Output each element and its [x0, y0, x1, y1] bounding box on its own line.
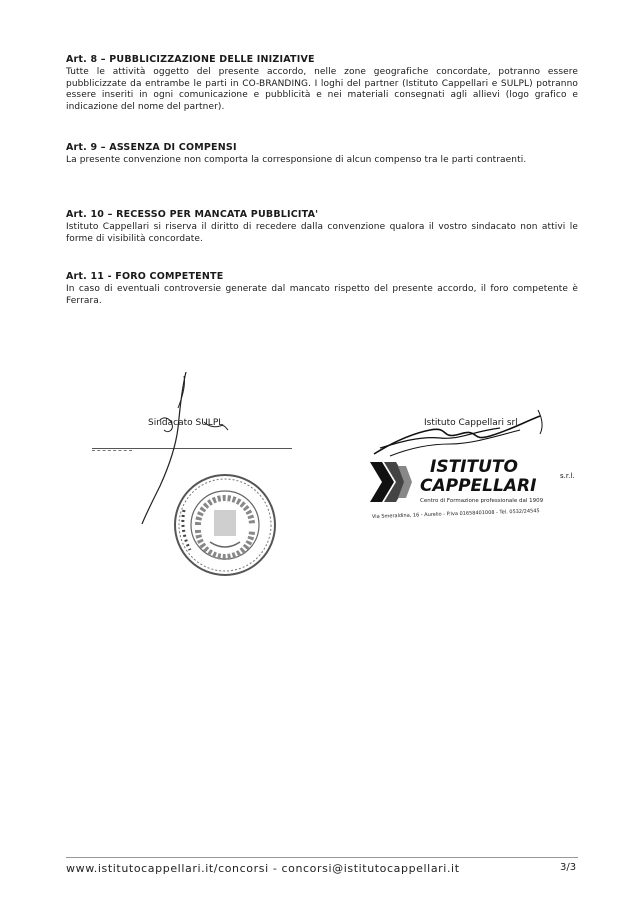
logo-suffix: s.r.l. — [560, 472, 575, 480]
stamp-seal — [170, 470, 280, 580]
logo-graphic — [368, 452, 598, 532]
article-title: Art. 10 – RECESSO PER MANCATA PUBBLICITA' — [66, 209, 319, 220]
article-title: Art. 9 – ASSENZA DI COMPENSI — [66, 142, 237, 153]
article-body: Tutte le attività oggetto del presente accordo, nelle zone geografiche concordate, potranno essere pubblicizzate da entrambe le parti in CO-BRANDING. I loghi del partner (Istituto Cappellari e SULPL) potranno essere inseriti in ogni comunicazione e pubblicità e nei materiali consegnati agli allievi (logo grafico e indicazione del nome del partner). — [66, 67, 578, 112]
article-title: Art. 8 – PUBBLICIZZAZIONE DELLE INIZIATIVE — [66, 54, 315, 65]
article-title: Art. 11 - FORO COMPETENTE — [66, 271, 224, 282]
footer-contact: www.istitutocappellari.it/concorsi - concorsi@istitutocappellari.it — [66, 862, 460, 875]
article-11 — [66, 271, 578, 307]
logo-tagline: Centro di Formazione professionale dal 1909 — [420, 498, 544, 504]
signature-label-sindacato: Sindacato SULPL — [148, 418, 224, 428]
istituto-cappellari-logo — [368, 452, 598, 536]
logo-text-line2: CAPPELLARI — [420, 476, 537, 496]
article-9 — [66, 142, 578, 167]
footer-rule — [66, 857, 578, 858]
article-body: La presente convenzione non comporta la corresponsione di alcun compenso tra le parti contraenti. — [66, 155, 527, 165]
article-body: In caso di eventuali controversie generate dal mancato rispetto del presente accordo, il foro competente è Ferrara. — [66, 284, 578, 306]
signature-label-istituto: Istituto Cappellari srl — [424, 418, 518, 428]
logo-address: Via Smeraldina, 16 - Aurelio - P.Iva 01658401008 - Tel. 0532/24545 — [371, 508, 540, 520]
page-number: 3/3 — [560, 862, 577, 873]
article-10 — [66, 209, 578, 245]
logo-text-line1: ISTITUTO — [430, 457, 518, 477]
article-body: Istituto Cappellari si riserva il diritto di recedere dalla convenzione qualora il vostro sindacato non attivi le forme di visibilità concordate. — [66, 222, 578, 244]
article-8 — [66, 54, 578, 113]
